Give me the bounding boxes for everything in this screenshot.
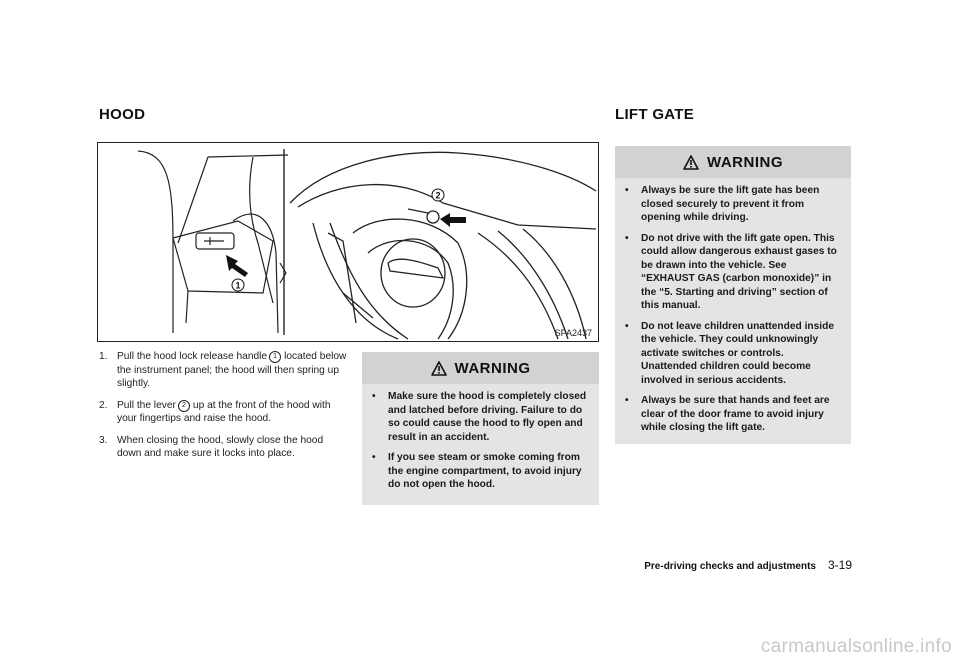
bullet: • (372, 391, 376, 402)
bullet: • (625, 232, 629, 244)
step-text: Pull the hood lock release handle (117, 351, 268, 362)
hood-steps (99, 350, 349, 469)
figure-callout-2: 2 (435, 190, 441, 201)
warning-title: WARNING (707, 153, 783, 171)
bullet: • (372, 452, 376, 463)
step-number: 2. (99, 399, 108, 411)
warning-text: Always be sure the lift gate has been closed securely to prevent it from opening while driving. (641, 185, 820, 223)
warning-triangle-icon (431, 361, 447, 376)
warning-text: Do not drive with the lift gate open. This could allow dangerous exhaust gases to be drawn into the vehicle. See “EXHAUST GAS (carbon monoxide)” in the “5. Starting and driving” section of this manual. (641, 232, 837, 311)
callout-badge: 2 (178, 400, 190, 412)
bullet: • (625, 320, 629, 332)
figure-code: SPA2437 (554, 328, 592, 338)
step-2 (99, 399, 349, 426)
warning-text: Always be sure that hands and feet are clear of the door frame to avoid injury while closing the lift gate. (641, 395, 830, 433)
warning-list (615, 178, 851, 435)
step-number: 1. (99, 351, 108, 362)
step-3 (99, 434, 349, 461)
callout-badge: 1 (269, 351, 281, 363)
warning-triangle-icon (683, 155, 699, 170)
figure-callout-1: 1 (235, 280, 241, 291)
footer-section-title: Pre-driving checks and adjustments (644, 561, 816, 572)
warning-header (362, 352, 599, 384)
warning-list (362, 384, 599, 492)
warning-text: If you see steam or smoke coming from the engine compartment, to avoid injury do not open the hood. (388, 452, 582, 490)
page-footer (644, 558, 852, 572)
watermark[interactable]: carmanualsonline.info (760, 636, 952, 657)
step-text: Pull the lever (117, 399, 176, 411)
warning-item (625, 320, 841, 388)
warning-text: Do not leave children unattended inside the vehicle. They could unknowingly activate switches or controls. Unattended children could become involved in serious accidents. (641, 320, 835, 386)
step-text: When closing the hood, slowly close the hood down and make sure it locks into place. (117, 434, 324, 459)
lift-gate-heading: LIFT GATE (615, 106, 695, 123)
step-text-continued: up at the front of the hood with your fingertips and raise the hood. (117, 399, 331, 424)
bullet: • (625, 395, 629, 406)
hood-illustration (97, 142, 599, 342)
step-number: 3. (99, 434, 108, 446)
warning-item (625, 232, 841, 313)
warning-item (625, 394, 841, 435)
warning-item (372, 451, 589, 492)
warning-header (615, 146, 851, 178)
bullet: • (625, 185, 629, 196)
hood-heading: HOOD (99, 106, 146, 123)
page-number: 3-19 (827, 558, 852, 572)
hood-illustration-drawing (98, 143, 598, 341)
warning-title: WARNING (454, 359, 531, 377)
hood-warning-box (362, 352, 599, 505)
lift-gate-warning-box (615, 146, 851, 444)
step-1 (99, 350, 349, 391)
warning-item (372, 390, 589, 444)
warning-item (625, 184, 841, 225)
step-text-continued: located below the instrument panel; the hood will then spring up slightly. (117, 351, 347, 389)
warning-text: Make sure the hood is completely closed and latched before driving. Failure to do so could cause the hood to fly open and result in an accident. (388, 391, 587, 443)
